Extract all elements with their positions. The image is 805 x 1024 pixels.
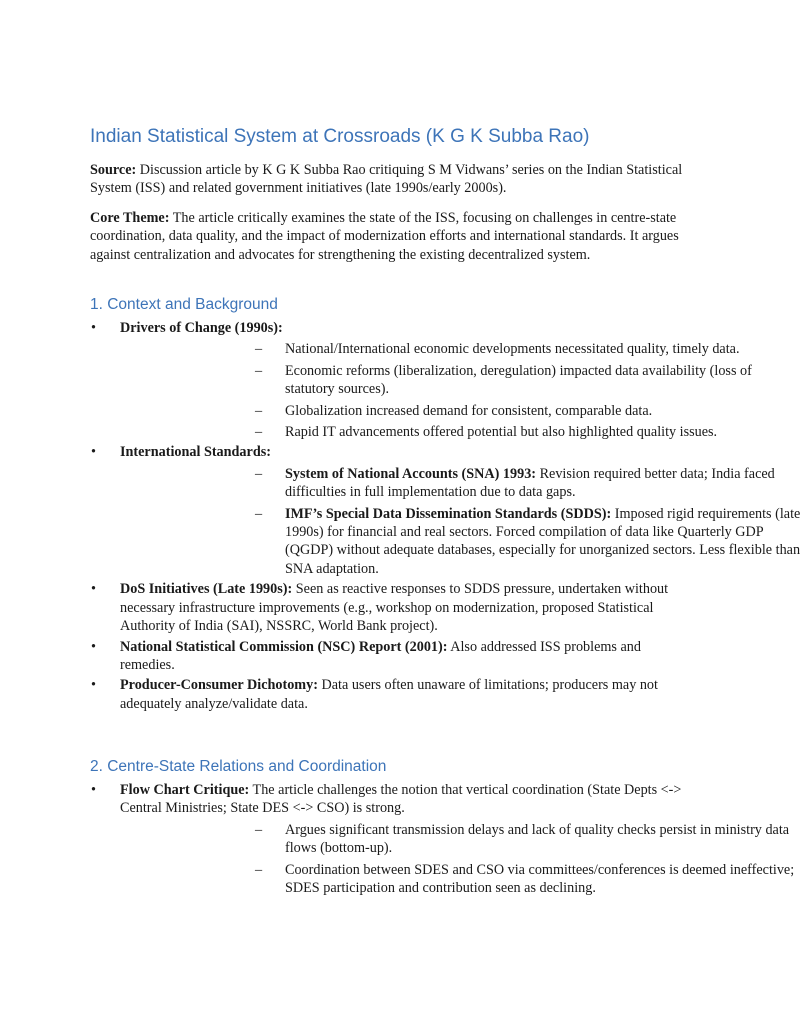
dash-glyph: – (255, 341, 263, 358)
dash-glyph: – (255, 424, 263, 441)
flow-chart-sub-list (120, 821, 795, 898)
sub-item-text: Rapid IT advancements offered potential but also highlighted quality issues. (285, 424, 718, 441)
dash-glyph: – (255, 465, 263, 482)
section-heading-centre-state: 2. Centre-State Relations and Coordination (90, 758, 387, 775)
source-label: Source: (90, 162, 137, 178)
bullet-glyph: • (91, 444, 96, 461)
bullet-item-nsc-report (0, 638, 685, 675)
sub-item (120, 362, 805, 399)
dash-glyph: – (255, 505, 263, 522)
bullet-text: Seen as reactive responses to SDDS pressure, undertaken without necessary infrastructure improvements (e.g., workshop on modernization, proposed Statistical Authority of India (SAI), NSSRC, World Bank project). (120, 581, 669, 635)
bullet-label: Producer-Consumer Dichotomy: (120, 677, 318, 694)
bullet-label: DoS Initiatives (Late 1990s): (120, 581, 293, 598)
core-theme-text: The article critically examines the state of the ISS, focusing on challenges in centre-state coordination, data quality, and the impact of modernization efforts and international standards. It argues against centralization and advocates for strengthening the existing decentralized system. (90, 210, 679, 263)
sub-item-text: Imposed rigid requirements (late 1990s) for financial and real sectors. Forced compilation of data like Quarterly GDP (QGDP) without adequate databases, especially for unorganized sectors. Less flexible than SNA adaptation. (285, 505, 801, 577)
sub-item (120, 505, 805, 579)
sub-item-label: System of National Accounts (SNA) 1993: (285, 465, 537, 482)
bullet-label: Drivers of Change (1990s): (120, 320, 283, 336)
core-theme-label: Core Theme: (90, 210, 170, 226)
bullet-glyph: • (91, 320, 96, 336)
sub-item (120, 423, 805, 441)
bullet-text: The article challenges the notion that vertical coordination (State Depts <-> Central Ministries; State DES <-> CSO) is strong. (120, 782, 682, 817)
core-theme-paragraph (90, 209, 690, 264)
bullet-item-flow-chart (0, 781, 795, 897)
sub-item-text: National/International economic developments necessitated quality, timely data. (285, 341, 740, 358)
bullet-glyph: • (91, 638, 96, 655)
sub-item (120, 340, 805, 358)
bullet-glyph: • (91, 782, 96, 798)
bullet-glyph: • (91, 581, 96, 598)
sub-item-text: Globalization increased demand for consistent, comparable data. (285, 402, 653, 419)
bullet-item-drivers (0, 319, 752, 441)
source-paragraph (90, 161, 690, 198)
document-title: Indian Statistical System at Crossroads (K G K Subba Rao) (90, 126, 590, 147)
bullet-text: Also addressed ISS problems and remedies. (120, 638, 641, 673)
bullet-label: International Standards: (120, 444, 271, 461)
sub-item-label: IMF’s Special Data Dissemination Standards (SDDS): (285, 505, 612, 522)
sub-item-text: Economic reforms (liberalization, deregulation) impacted data availability (loss of statutory sources). (285, 362, 752, 398)
context-bullet-list (0, 319, 801, 715)
drivers-sub-list (120, 340, 752, 441)
bullet-label: Flow Chart Critique: (120, 782, 250, 798)
dash-glyph: – (255, 362, 263, 379)
bullet-item-international-standards (0, 443, 801, 578)
standards-sub-list (120, 465, 801, 578)
bullet-item-producer-consumer (0, 676, 685, 713)
sub-item (120, 402, 805, 420)
dash-glyph: – (255, 821, 263, 838)
bullet-label: National Statistical Commission (NSC) Report (2001): (120, 638, 448, 655)
sub-item-text: Argues significant transmission delays and lack of quality checks persist in ministry data flows (bottom-up). (285, 821, 790, 857)
sub-item-text: Revision required better data; India faced difficulties in full implementation due to data gaps. (285, 465, 775, 501)
source-text: Discussion article by K G K Subba Rao critiquing S M Vidwans’ series on the Indian Statistical System (ISS) and related government initiatives (late 1990s/early 2000s). (90, 162, 683, 197)
dash-glyph: – (255, 402, 263, 419)
bullet-text: Data users often unaware of limitations; producers may not adequately analyze/validate data. (120, 677, 658, 712)
bullet-item-dos-initiatives (0, 580, 685, 635)
section-heading-context: 1. Context and Background (90, 296, 278, 313)
sub-item (120, 861, 805, 898)
sub-item (120, 465, 805, 502)
sub-item-text: Coordination between SDES and CSO via committees/conferences is deemed ineffective; SDES participation and contribution seen as declining. (285, 861, 795, 897)
dash-glyph: – (255, 861, 263, 878)
sub-item (120, 821, 805, 858)
bullet-glyph: • (91, 677, 96, 694)
centre-state-bullet-list (0, 781, 795, 897)
